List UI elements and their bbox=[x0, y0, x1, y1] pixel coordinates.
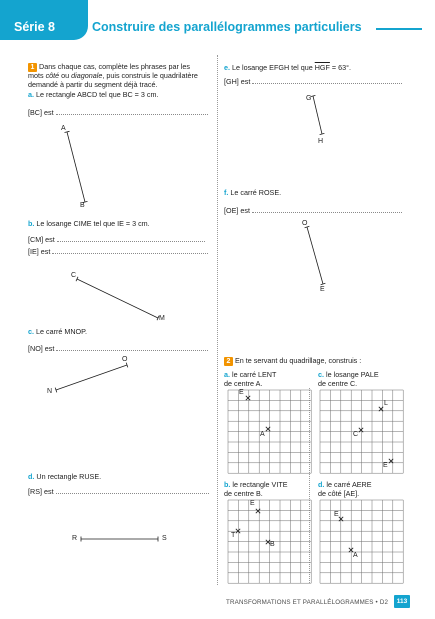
page-title: Construire des parallélogrammes particuliers bbox=[92, 20, 362, 34]
item-b-answer-1[interactable]: [CM] est bbox=[28, 235, 205, 244]
grid-c-label-c: C bbox=[353, 431, 359, 438]
item-b-answer-2[interactable]: [IE] est bbox=[28, 247, 208, 256]
item-c-answer[interactable]: [NO] est bbox=[28, 344, 208, 353]
item-a-answer[interactable]: [BC] est bbox=[28, 108, 208, 117]
grid-b-label-b: B bbox=[270, 541, 275, 548]
ex2-c-label: c. le losange PALE de centre C. bbox=[318, 370, 379, 388]
point-label-e: E bbox=[320, 286, 325, 293]
ex2-a-label: a. le carré LENT de centre A. bbox=[224, 370, 277, 388]
footer-chapter: TRANSFORMATIONS ET PARALLÉLOGRAMMES • D2 bbox=[226, 599, 389, 606]
point-label-h: H bbox=[318, 138, 324, 145]
item-d-answer[interactable]: [RS] est bbox=[28, 487, 209, 496]
point-label-c: C bbox=[71, 272, 77, 279]
point-label-b: B bbox=[80, 202, 85, 209]
item-f-answer[interactable]: [OE] est bbox=[224, 206, 402, 215]
cross-point-mark bbox=[246, 396, 250, 400]
item-b-statement: b. Le losange CIME tel que IE = 3 cm. bbox=[28, 219, 150, 228]
page-number: 113 bbox=[394, 595, 410, 608]
item-f-statement: f. Le carré ROSE. bbox=[224, 188, 282, 197]
grid-d-label-a: A bbox=[353, 552, 358, 559]
point-label-g: G bbox=[306, 95, 312, 102]
series-label: Série 8 bbox=[14, 20, 56, 34]
grid-d bbox=[320, 500, 403, 583]
cross-point-mark bbox=[256, 509, 260, 513]
point-label-a: A bbox=[61, 125, 66, 132]
ex2-d-label: d. le carré AERE de côté [AE]. bbox=[318, 480, 372, 498]
grid-b-label-e: E bbox=[250, 500, 255, 507]
cross-point-mark bbox=[389, 459, 393, 463]
angle-hgf: $\overline{HGF}$ bbox=[314, 63, 330, 72]
exercise-number-badge: 2 bbox=[224, 357, 233, 366]
exercise-1-instruction-line1: 1 Dans chaque cas, complète les phrases par les bbox=[28, 62, 190, 72]
grid-c-label-e: E bbox=[383, 462, 388, 469]
exercise-1-instruction-line3: demandé à partir du segment déjà tracé. bbox=[28, 80, 158, 89]
exercise-number-badge: 1 bbox=[28, 63, 37, 72]
grid-a-label-a: A bbox=[260, 431, 265, 438]
point-label-n: N bbox=[47, 388, 53, 395]
grid-a-label-e: E bbox=[239, 389, 244, 396]
grid-b-label-t: T bbox=[231, 532, 236, 539]
point-label-o2: O bbox=[302, 220, 308, 227]
ex2-b-label: b. le rectangle VITE de centre B. bbox=[224, 480, 288, 498]
point-label-m: M bbox=[159, 315, 165, 322]
point-label-o: O bbox=[122, 356, 128, 363]
item-c-statement: c. Le carré MNOP. bbox=[28, 327, 87, 336]
point-label-s: S bbox=[162, 535, 167, 542]
grid-a bbox=[228, 390, 311, 473]
item-e-statement: e. Le losange EFGH tel que $\overline{HGF} = 63^\circ$. bbox=[224, 63, 351, 72]
item-e-answer[interactable]: [GH] est bbox=[224, 77, 402, 86]
grid-c-label-l: L bbox=[384, 400, 388, 407]
item-d-statement: d. Un rectangle RUSE. bbox=[28, 472, 102, 481]
exercise-2-instruction: 2 En te servant du quadrillage, construis : bbox=[224, 356, 361, 366]
exercise-1-instruction-line2: mots côté ou diagonale, puis construis le quadrilatère bbox=[28, 71, 198, 80]
item-a-statement: a. Le rectangle ABCD tel que BC = 3 cm. bbox=[28, 90, 159, 99]
grid-d-label-e: E bbox=[334, 511, 339, 518]
point-label-r: R bbox=[72, 535, 78, 542]
